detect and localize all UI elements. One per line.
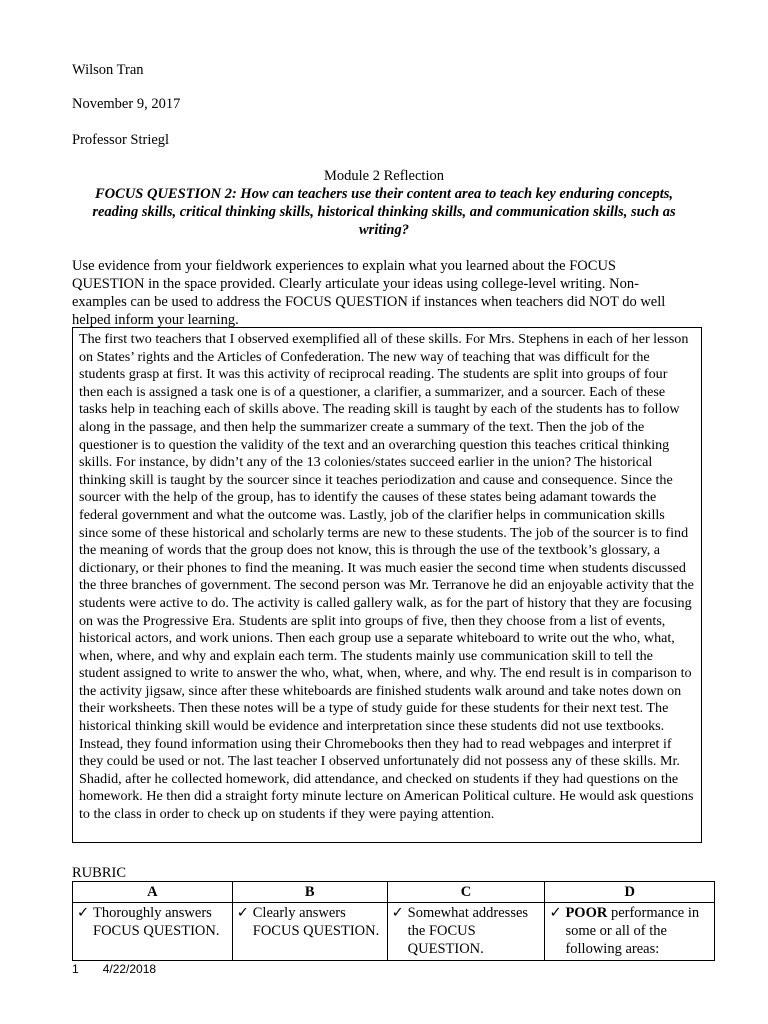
instructions-paragraph: Use evidence from your fieldwork experiences to explain what you learned about the FOCUS QUESTION in the space provided. Clearly articulate your ideas using college-level writing. Non-examples can be used to address the FOCUS QUESTION if instances when teachers did NOT do well helped inform your learning.	[72, 258, 666, 328]
checkmark-icon: ✓	[391, 905, 404, 921]
rubric-cell-a	[73, 903, 233, 961]
checkmark-icon: ✓	[77, 905, 90, 921]
professor-name: Professor Striegl	[72, 132, 170, 148]
answer-text-box: The first two teachers that I observed exemplified all of these skills. For Mrs. Stephens in each of her lesson on States’ rights and the Articles of Confederation. The new way of teaching that was difficult for the students grasp at first. It was this activity of reciprocal reading. The students are split into groups of four then each is assigned a task one is of a questioner, a clarifier, a summarizer, and a sourcer. Each of these tasks help in teaching each of skills above. The reading skill is taught by each of the students has to follow along in the passage, and then help the summarizer create a summary of the text. Then the job of the questioner is to question the validity of the text and an overarching question this teaches critical thinking skills. For instance, by didn’t any of the 13 colonies/states succeed earlier in the union? The historical thinking skill is taught by the sourcer since it teaches periodization and cause and consequence. Since the sourcer with the help of the group, has to identify the causes of these states being adamant towards the federal government and what the outcome was. Lastly, job of the clarifier helps in communication skills since some of these historical and scholarly terms are new to these students. The job of the sourcer is to find the meaning of words that the group does not know, this is through the use of the textbook’s glossary, a dictionary, or their phones to find the meaning. It was much easier the second time when students discussed the three branches of government. The second person was Mr. Terranove he did an enjoyable activity that the students were active to do. The activity is called gallery walk, as for the part of history that they are focusing on was the Progressive Era. Students are split into groups of five, then they choose from a list of events, historical actors, and work unions. Then each group use a separate whiteboard to write out the who, what, when, where, and why and explain each term. The students mainly use communication skill to tell the student assigned to write to answer the who, what, when, where, and why. The end result is in comparison to the activity jigsaw, since after these whiteboards are finished students walk around and take notes down on their worksheets. Then these notes will be a type of study guide for these students for their next test. The historical thinking skill would be evidence and interpretation since these students did not use textbooks. Instead, they found information using their Chromebooks then they had to read webpages and interpret if they could be used or not. The last teacher I observed unfortunately did not possess any of these skills. Mr. Shadid, after he collected homework, did attendance, and checked on students if they had questions on the homework. He then did a straight forty minute lecture on American Political culture. He would ask questions to the class in order to check up on students if they were paying attention.	[72, 327, 702, 843]
rubric-cell-text: performance in some or all of the following areas:	[565, 905, 700, 957]
rubric-cell-text: Somewhat addresses the FOCUS QUESTION.	[407, 905, 529, 957]
rubric-column-header: C	[387, 882, 545, 903]
checkmark-icon: ✓	[236, 905, 249, 921]
rubric-cell-d	[545, 903, 715, 961]
checkmark-icon: ✓	[549, 905, 562, 921]
rubric-cell-b	[232, 903, 387, 961]
rubric-header-row	[73, 882, 715, 903]
document-date: November 9, 2017	[72, 96, 181, 112]
footer-date: 4/22/2018	[102, 962, 157, 976]
rubric-column-header: D	[545, 882, 715, 903]
page-number: 1	[72, 962, 79, 976]
rubric-column-header: B	[232, 882, 387, 903]
document-title: Module 2 Reflection	[323, 168, 444, 184]
page-footer	[72, 962, 156, 976]
rubric-cell-text: Clearly answers FOCUS QUESTION.	[252, 905, 380, 939]
rubric-cell-text: Thoroughly answers FOCUS QUESTION.	[93, 905, 220, 939]
focus-question: FOCUS QUESTION 2: How can teachers use their content area to teach key enduring concepts, reading skills, critical thinking skills, historical thinking skills, and communication skills, such as writing?	[92, 186, 676, 238]
author-name: Wilson Tran	[72, 62, 144, 78]
rubric-cell-c	[387, 903, 545, 961]
rubric-cell-emphasis: POOR	[565, 905, 608, 921]
rubric-table	[72, 881, 715, 961]
rubric-heading: RUBRIC	[72, 865, 126, 881]
rubric-column-header: A	[73, 882, 233, 903]
rubric-row	[73, 903, 715, 961]
